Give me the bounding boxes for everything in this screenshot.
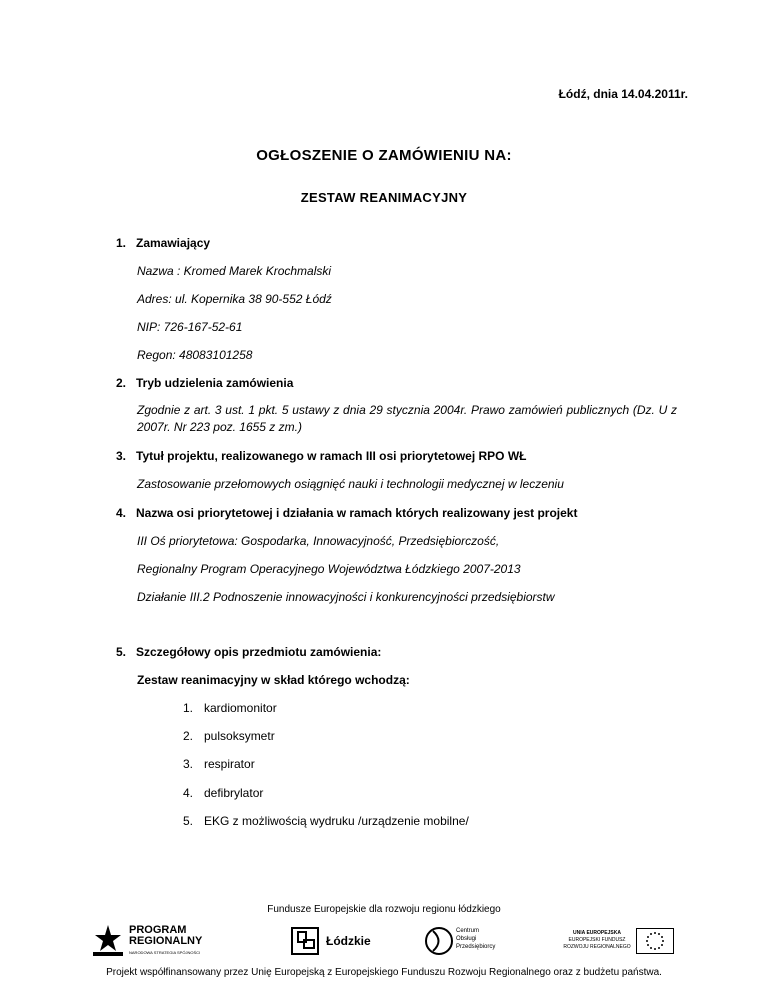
set-description: Zestaw reanimacyjny w skład którego wchodzą: [137, 673, 410, 687]
buyer-name: Nazwa : Kromed Marek Krochmalski [137, 264, 332, 278]
program-regionalny-logo: PROGRAM REGIONALNY NARODOWA STRATEGIA SPÓJNOŚCI [93, 923, 228, 959]
centrum-obslugi-logo: Centrum Obsługi Przedsiębiorcy [424, 925, 504, 959]
document-date: Łódź, dnia 14.04.2011r. [558, 87, 688, 101]
star-figure-icon [93, 923, 123, 957]
lodzkie-logo: Łódzkie [290, 926, 380, 958]
footer-cofinanced-text: Projekt współfinansowany przez Unię Europejską z Europejskiego Funduszu Rozwoju Regionalnego oraz z budżetu państwa. [106, 967, 662, 978]
axis-line-3: Działanie III.2 Podnoszenie innowacyjności i konkurencyjności przedsiębiorstw [137, 590, 555, 604]
project-title: Zastosowanie przełomowych osiągnięć nauki i technologii medycznej w leczeniu [137, 477, 564, 491]
document-subtitle: ZESTAW REANIMACYJNY [300, 190, 468, 205]
lodzkie-emblem-icon [290, 926, 320, 956]
eu-flag-icon [636, 928, 674, 954]
axis-line-1: III Oś priorytetowa: Gospodarka, Innowacyjność, Przedsiębiorczość, [137, 534, 500, 548]
axis-line-2: Regionalny Program Operacyjnego Województwa Łódzkiego 2007-2013 [137, 562, 521, 576]
buyer-address: Adres: ul. Kopernika 38 90-552 Łódź [137, 292, 332, 306]
buyer-nip: NIP: 726-167-52-61 [137, 320, 243, 334]
footer-funds-text: Fundusze Europejskie dla rozwoju regionu łódzkiego [267, 904, 501, 915]
buyer-regon: Regon: 48083101258 [137, 348, 253, 362]
eu-logo: UNIA EUROPEJSKA EUROPEJSKI FUNDUSZ ROZWOJU REGIONALNEGO [562, 928, 674, 958]
procedure-paragraph: Zgodnie z art. 3 ust. 1 pkt. 5 ustawy z dnia 29 stycznia 2004r. Prawo zamówień publicznych (Dz. U z 2007r. Nr 223 poz. 1655 z zm.) [137, 403, 677, 434]
centrum-emblem-icon [424, 925, 454, 957]
document-title: OGŁOSZENIE O ZAMÓWIENIU NA: [256, 147, 512, 164]
